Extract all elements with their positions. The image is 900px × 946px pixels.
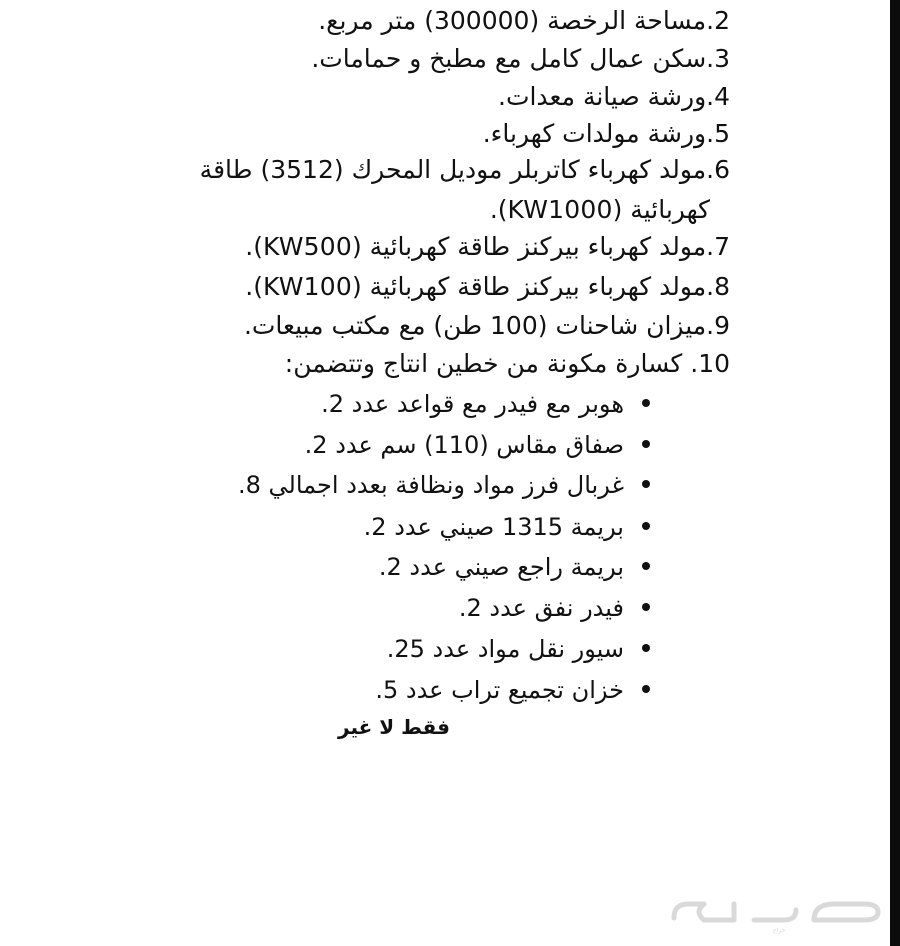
list-item-8: 8.مولد كهرباء بيركنز طاقة كهربائية (KW100). bbox=[245, 272, 730, 301]
bullet-text: بريمة 1315 صيني عدد 2. bbox=[363, 513, 624, 541]
list-item-10: 10. كسارة مكونة من خطين انتاج وتتضمن: bbox=[284, 349, 730, 378]
bullet-text: هوبر مع فيدر مع قواعد عدد 2. bbox=[321, 390, 624, 418]
bullet-item bbox=[305, 428, 650, 462]
bullet-icon bbox=[642, 480, 650, 488]
list-item-5: 5.ورشة مولدات كهرباء. bbox=[482, 119, 730, 148]
list-item-9: 9.ميزان شاحنات (100 طن) مع مكتب مبيعات. bbox=[243, 311, 730, 340]
bullet-icon bbox=[642, 685, 650, 693]
list-item-7: 7.مولد كهرباء بيركنز طاقة كهربائية (KW500). bbox=[245, 232, 730, 261]
haraj-watermark-logo bbox=[664, 890, 894, 936]
bullet-text: بريمة راجع صيني عدد 2. bbox=[378, 553, 624, 581]
list-item-6: 6.مولد كهرباء كاتربلر موديل المحرك (3512) طاقة bbox=[199, 155, 730, 184]
list-item-4: 4.ورشة صيانة معدات. bbox=[498, 82, 730, 111]
bullet-item bbox=[379, 550, 650, 584]
bullet-item bbox=[321, 387, 650, 421]
bullet-text: غربال فرز مواد ونظافة بعدد اجمالي 8. bbox=[238, 471, 624, 499]
bullet-item bbox=[238, 468, 650, 502]
bullet-icon bbox=[642, 644, 650, 652]
bullet-item bbox=[387, 632, 650, 666]
watermark-text: حراج bbox=[772, 927, 786, 934]
bullet-item bbox=[375, 673, 650, 707]
bullet-icon bbox=[642, 440, 650, 448]
list-item-3: 3.سكن عمال كامل مع مطبخ و حمامات. bbox=[311, 44, 730, 73]
screen-edge-bar bbox=[890, 0, 900, 946]
bullet-icon bbox=[642, 562, 650, 570]
bullet-item bbox=[459, 591, 650, 625]
bullet-item bbox=[364, 510, 650, 544]
bullet-text: صفاق مقاس (110) سم عدد 2. bbox=[304, 431, 624, 459]
list-item-6-continuation: كهربائية (KW1000). bbox=[489, 195, 710, 224]
bullet-icon bbox=[642, 603, 650, 611]
list-item-2: 2.مساحة الرخصة (300000) متر مربع. bbox=[318, 6, 730, 35]
bullet-text: خزان تجميع تراب عدد 5. bbox=[375, 676, 624, 704]
closing-phrase: فقط لا غير bbox=[338, 715, 450, 739]
bullet-text: فيدر نفق عدد 2. bbox=[458, 594, 624, 622]
bullet-text: سيور نقل مواد عدد 25. bbox=[386, 635, 624, 663]
bullet-icon bbox=[642, 399, 650, 407]
bullet-icon bbox=[642, 522, 650, 530]
